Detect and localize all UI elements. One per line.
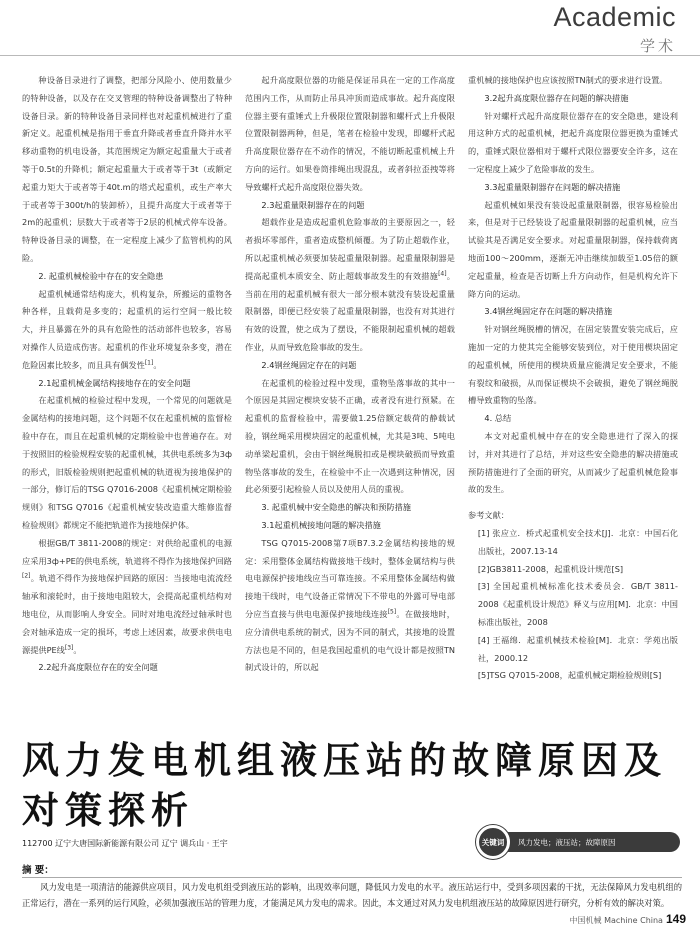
paragraph-text: 针对钢丝绳脱槽的情况，在固定装置安装完成后，应施加一定的力使其完全能够安装到位，对于使用楔块固定的起重机械，所使用的楔块质量应能满足安全要求，不能有裂纹和破损，从而保证楔块不会破损，避免了钢丝绳脱槽导致重物的坠落。 — [468, 324, 678, 406]
body-paragraph — [22, 286, 232, 375]
paragraph-text: 起重机械通常结构庞大，机构复杂，所搬运的重物各种各样，且载荷是多变的；起重机的运行空间一般比较大，并且暴露在外的具有危险性的活动部件也较多，容易对操作人员造成伤害。起重机的作业环境复杂多变，潜在危险因素比较多，而且具有偶发性 — [22, 288, 232, 370]
paragraph-text: 针对螺杆式起升高度限位器存在的安全隐患，建设利用这种方式的起重机械，把起升高度限位器更换为重锤式的，重锤式限位器相对于螺杆式限位器要安全许多，这在一定程度上减少了危险事故的发生。 — [468, 110, 678, 174]
section-heading — [468, 303, 678, 321]
reference-item — [468, 525, 678, 561]
body-paragraph — [22, 392, 232, 534]
paragraph-text: TSG Q7015-2008第7项B7.3.2金属结构接地的规定：采用整体金属结构做接地干线时，整体金属结构与供电电源保护接地线应当可靠连接。不采用整体金属结构做接地干线时，电气设备正常情况下不带电的外露可导电部分应当直接与供电电源保护接地线连接 — [245, 537, 455, 619]
section-heading — [245, 197, 455, 215]
body-column-2 — [245, 72, 455, 704]
keywords-banner — [482, 832, 680, 852]
body-paragraph — [22, 535, 232, 660]
paragraph-text: 2.2起升高度限位存在的安全问题 — [38, 662, 158, 673]
paragraph-text: 。 — [153, 359, 162, 370]
paragraph-text: 2.3起重量限制器存在的问题 — [261, 199, 365, 210]
paragraph-text: 3. 起重机械中安全隐患的解决和预防措施 — [261, 502, 411, 513]
section-label-chinese: 学术 — [639, 37, 676, 55]
body-paragraph — [468, 197, 678, 304]
article-title: 风力发电机组液压站的故障原因及对策探析 — [22, 739, 667, 832]
abstract-label: 摘 要： — [22, 865, 54, 876]
section-heading — [468, 179, 678, 197]
section-heading — [22, 268, 232, 286]
body-paragraph — [245, 214, 455, 356]
paragraph-text: [3] 全国起重机械标准化技术委员会．GB/T 3811-2008《起重机设计规范》释义与应用[M]．北京：中国标准出版社，2008 — [477, 581, 678, 627]
abstract-text: 风力发电是一项清洁的能源供应项目，风力发电机组受到液压站的影响，出现效率问题，降低风力发电的水平。液压站运行中，受到多项因素的干扰，无法保障风力发电机组的正常运行，潜在一系列的运行风险，必须加强液压站的管理力度，才能满足风力发电的需求。因此，本文通过对风力发电机组液压站的故障原因进行研究，分析有效的解决对策。 — [22, 882, 682, 908]
section-header — [553, 2, 676, 56]
paragraph-text: 。轨道不得作为接地保护回路的原因：当接地电流流经轴承和滚轮时，由于接地电阻较大，会提高起重机结构对地电位，从而影响人身安全。同时对地电流经过轴承时也会对轴承造成一定的损坏，考虑上述因素，故要求供电电源提供PE线 — [22, 573, 232, 655]
body-paragraph — [468, 72, 678, 90]
keywords-label: 关键词 — [476, 825, 510, 859]
body-column-3 — [468, 72, 678, 704]
section-heading — [22, 375, 232, 393]
section-heading — [468, 90, 678, 108]
body-paragraph — [468, 428, 678, 499]
citation-mark: [4] — [438, 270, 447, 278]
body-paragraph — [245, 72, 455, 197]
header-rule — [0, 55, 700, 56]
body-column-1 — [22, 72, 232, 704]
author-line: 112700 辽宁大唐国际新能源有限公司 辽宁 调兵山 · 王宇 — [22, 839, 228, 848]
references-heading — [468, 507, 678, 525]
paragraph-text: 3.3起重量限制器存在问题的解决措施 — [484, 181, 621, 192]
paragraph-text: 2. 起重机械检验中存在的安全隐患 — [38, 270, 164, 281]
paragraph-text: 起升高度限位器的功能是保证吊具在一定的工作高度范围内工作，从而防止吊具冲顶而造成事故。起升高度限位器主要有重锤式上升极限位置限制器和螺杆式上升极限位置限制器两种，但是，笔者在检验中发现，即螺杆式起升高度限位器存在不动作的情况，不能切断起重机械上升方向的运行。如果卷筒排绳出现混乱，或者斜拉歪拽等将导致螺杆式起升高度限位器失效。 — [245, 75, 455, 192]
journal-name: 中国机械 Machine China — [569, 916, 663, 925]
reference-item — [468, 561, 678, 579]
paragraph-text: 2.1起重机械金属结构接地存在的安全问题 — [38, 377, 191, 388]
paragraph-text: 。当前在用的起重机械有很大一部分根本就没有装设起重量限制器，即便已经安装了起重量限制器，也没有对其进行有效的设置，使之成为了摆设，不能限制起重机械的超载作业，从而导致危险事故的发生。 — [245, 270, 455, 352]
paragraph-text: 。 — [73, 644, 82, 655]
paragraph-text: [5]TSG Q7015-2008，起重机械定期检验规则[S] — [477, 670, 662, 681]
paragraph-text: [1] 张应立．桥式起重机安全技术[J]．北京：中国石化出版社，2007.13-14 — [477, 527, 678, 556]
citation-mark: [5] — [387, 608, 397, 616]
paragraph-text: [4] 王福绵．起重机械技术检验[M]．北京：学苑出版社，2000.12 — [477, 634, 678, 663]
paragraph-text: 3.2起升高度限位器存在问题的解决措施 — [484, 92, 629, 103]
section-heading — [468, 410, 678, 428]
keywords-list: 风力发电；液压站；故障原因 — [518, 837, 616, 847]
paragraph-text: 。在做接地时，应分清供电系统的制式，因为不同的制式，其接地的设置方法也是不同的，但是我国起重机的电气设计都是按照TN制式设计的，所以起 — [245, 608, 455, 673]
paragraph-text: 根据GB/T 3811-2008的规定：对供给起重机的电源应采用3ф+PE的供电系统，轨道将不得作为接地保护回路 — [22, 537, 232, 566]
paragraph-text: 在起重机的检验过程中发现，重物坠落事故的其中一个原因是其固定楔块安装不正确，或者没有进行预紧。在起重机的监督检验中，需要做1.25倍额定载荷的静载试验，钢丝绳采用楔块固定的起重机械，尤其是3吨、5吨电动单梁起重机，会由于钢丝绳脱扣或是楔块破损而导致重物坠落事故的发生，在检验中不止一次遇到这种情况，因此必须要引起检验人员以及使用人员的重视。 — [245, 377, 455, 495]
paragraph-text: 2.4钢丝绳固定存在的问题 — [261, 359, 357, 370]
paragraph-text: 本文对起重机械中存在的安全隐患进行了深入的探讨，并对其进行了总结，并对这些安全隐患的解决措施或预防措施进行了全面的研究，从而减少了起重机械危险事故的发生。 — [468, 430, 678, 495]
reference-item — [468, 578, 678, 631]
page-footer — [570, 912, 686, 926]
paragraph-text: 3.4钢丝绳固定存在问题的解决措施 — [484, 306, 613, 317]
citation-mark: [2] — [22, 572, 31, 580]
section-heading — [245, 499, 455, 517]
paragraph-text: 4. 总结 — [484, 413, 512, 424]
section-label-english: Academic — [553, 2, 676, 32]
reference-item — [468, 632, 678, 668]
citation-mark: [1] — [144, 359, 154, 367]
body-paragraph — [22, 72, 232, 268]
page-number: 149 — [665, 912, 686, 926]
abstract-rule — [22, 877, 682, 878]
paragraph-text: 在起重机械的检验过程中发现，一个常见的问题就是金属结构的接地问题，这个问题不仅在起重机械的监督检验中存在，而且在起重机械的定期检验中也普遍存在。对于按照旧的检验规程安装的起重机械，其供电系统多为3ф的形式，旧版检验规则把起重机械的轨道视为接地保护的一部分，修订后的TSG Q7016-2008《起重机械定期检验规则》和TSG Q7016《起重机械安装改造重大维修监督检验规则》都规定不能把轨道作为接地保护体。 — [22, 395, 232, 530]
body-paragraph — [468, 108, 678, 179]
paragraph-text: 3.1起重机械接地问题的解决措施 — [261, 519, 381, 530]
paragraph-text: 参考文献： — [468, 510, 509, 521]
paragraph-text: [2]GB3811-2008，起重机设计规范[S] — [477, 563, 624, 574]
paragraph-text: 起重机械如果没有装设起重量限制器，很容易检验出来，但是对于已经装设了起重量限制器的起重机械，应当试验其是否满足安全要求。对起重量限制器，保持载荷离地面100～200mm，逐渐无冲击继续加载至1.05倍的额定起重量，检查是否切断上升方向动作，但是机构允许下降方向的运动。 — [468, 199, 678, 299]
paragraph-text: 超载作业是造成起重机危险事故的主要原因之一，轻者损坏零部件，重者造成整机倾覆。为了防止超载作业，所以起重机械必须要加装起重量限制器。起重量限制器是提高起重机本质安全、防止超载事故发生的有效措施 — [245, 217, 455, 281]
paragraph-text: 重机械的接地保护也应该按照TN制式的要求进行设置。 — [468, 75, 668, 85]
paragraph-text: 种设备目录进行了调整，把部分风险小、使用数量少的特种设备，以及存在交叉管理的特种设备调整出了特种设备目录。新的特种设备目录同样也对起重机械进行了重新定义。起重机械是指用于垂直升降或者垂直升降并水平移动重物的机电设备，其范围规定为额定起重量大于或者等于0.5t的升降机；额定起重量大于或者等于3t（或额定起重力矩大于或者等于40t.m的塔式起重机，或生产率大于或者等于300t/h的装卸桥），且提升高度大于或者等于2m的起重机；层数大于或者等于2层的机械式停车设备。特种设备目录的调整，在一定程度上减少了监管机构的风险。 — [22, 75, 232, 263]
section-heading — [245, 517, 455, 535]
section-heading — [245, 357, 455, 375]
section-heading — [22, 659, 232, 677]
reference-item — [468, 667, 678, 685]
body-paragraph — [468, 321, 678, 410]
body-paragraph — [245, 375, 455, 500]
citation-mark: [3] — [64, 643, 74, 651]
body-paragraph — [245, 535, 455, 677]
